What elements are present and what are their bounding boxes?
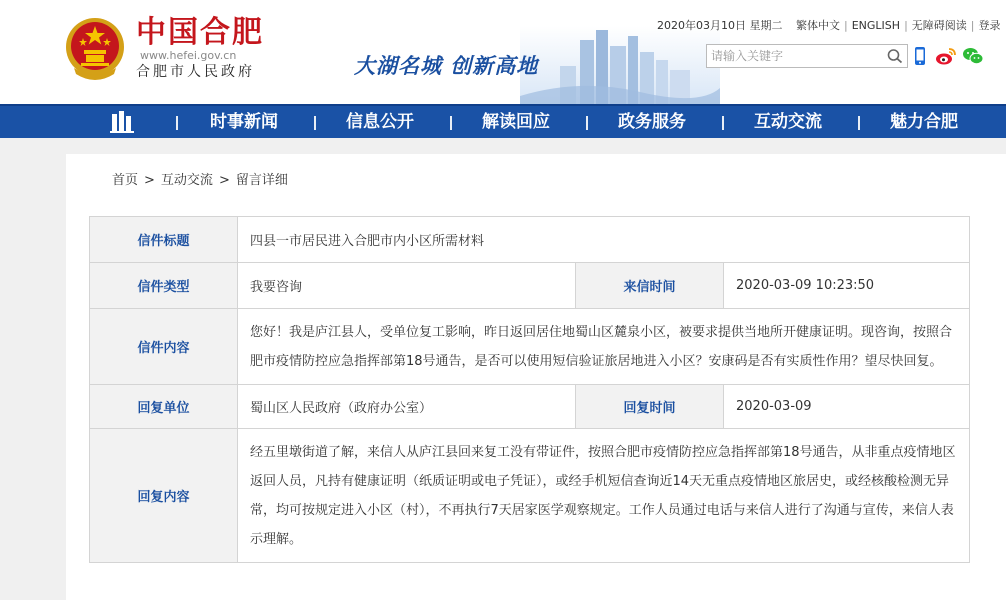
- table-row: [90, 217, 970, 263]
- reply-unit: 蜀山区人民政府（政府办公室）: [238, 385, 576, 429]
- nav-item-info-disclosure[interactable]: 信息公开: [346, 112, 414, 132]
- breadcrumb-home[interactable]: 首页: [112, 173, 139, 188]
- table-row: [90, 385, 970, 429]
- link-traditional-chinese[interactable]: 繁体中文: [796, 19, 840, 32]
- site-name[interactable]: 中国合肥: [136, 15, 264, 50]
- reply-content: 经五里墩街道了解，来信人从庐江县回来复工没有带证件，按照合肥市疫情防控应急指挥部第18号通告，从非重点疫情地区返回人员，凡持有健康证明（纸质证明或电子凭证），或经手机短信查询近14天无重点疫情地区旅居史，或经核酸检测无异常，均可按规定进入小区（村），不再执行7天居家医学观察规定。工作人员通过电话与来信人进行了沟通与宣传，来信人表示理解。: [238, 429, 970, 563]
- site-header: [0, 0, 1006, 104]
- letter-type: 我要咨询: [238, 263, 576, 309]
- nav-item-interaction[interactable]: 互动交流: [754, 112, 822, 132]
- letter-detail-table: [89, 216, 970, 563]
- reply-unit-label: 回复单位: [90, 385, 238, 429]
- search-icon[interactable]: [886, 48, 904, 64]
- search-input[interactable]: [711, 47, 881, 65]
- nav-item-gov-services[interactable]: 政务服务: [618, 112, 686, 132]
- breadcrumb-separator: >: [144, 173, 155, 188]
- nav-separator: [450, 116, 452, 130]
- nav-item-news[interactable]: 时事新闻: [210, 112, 278, 132]
- letter-content: 您好！我是庐江县人，受单位复工影响，昨日返回居住地蜀山区麓泉小区，被要求提供当地所开健康证明。现咨询，按照合肥市疫情防控应急指挥部第18号通告，是否可以使用短信验证旅居地进入小区？安康码是否有实质性作用？望尽快回复。: [238, 309, 970, 385]
- title-label: 信件标题: [90, 217, 238, 263]
- phone-icon[interactable]: [913, 46, 927, 66]
- breadcrumb-current: 留言详细: [235, 173, 288, 188]
- type-label: 信件类型: [90, 263, 238, 309]
- nav-separator: [586, 116, 588, 130]
- search-box: [706, 44, 908, 68]
- weibo-icon[interactable]: [935, 46, 957, 66]
- national-emblem-icon: [64, 16, 126, 82]
- separator: |: [904, 19, 908, 32]
- nav-separator: [176, 116, 178, 130]
- nav-item-interpretation[interactable]: 解读回应: [482, 112, 550, 132]
- nav-separator: [722, 116, 724, 130]
- link-accessibility[interactable]: 无障碍阅读: [911, 19, 967, 32]
- separator: |: [844, 19, 848, 32]
- link-login[interactable]: 登录: [978, 19, 1001, 32]
- table-row: [90, 429, 970, 563]
- site-subtitle: 合肥市人民政府: [136, 64, 255, 80]
- wechat-icon[interactable]: [962, 46, 984, 66]
- site-url: www.hefei.gov.cn: [140, 49, 237, 62]
- nav-separator: [858, 116, 860, 130]
- slogan: 大湖名城 创新高地: [354, 53, 539, 78]
- nav-item-charm-hefei[interactable]: 魅力合肥: [890, 112, 958, 132]
- breadcrumb-interaction[interactable]: 互动交流: [160, 173, 213, 188]
- main-nav: [0, 104, 1006, 138]
- letter-title: 四县一市居民进入合肥市内小区所需材料: [238, 217, 970, 263]
- letter-time: 2020-03-09 10:23:50: [724, 263, 970, 309]
- table-row: [90, 309, 970, 385]
- reply-time: 2020-03-09: [724, 385, 970, 429]
- separator: |: [970, 19, 975, 32]
- reply-content-label: 回复内容: [90, 429, 238, 563]
- table-row: [90, 263, 970, 309]
- time-label: 来信时间: [576, 263, 724, 309]
- reply-time-label: 回复时间: [576, 385, 724, 429]
- nav-separator: [314, 116, 316, 130]
- link-english[interactable]: ENGLISH: [851, 19, 901, 32]
- breadcrumb-separator: >: [218, 173, 230, 188]
- breadcrumb: [112, 172, 288, 190]
- city-skyline-image: [520, 26, 720, 104]
- building-icon[interactable]: [108, 110, 136, 134]
- content-label: 信件内容: [90, 309, 238, 385]
- current-date: 2020年03月10日 星期二: [657, 19, 783, 32]
- top-links: [796, 19, 1001, 33]
